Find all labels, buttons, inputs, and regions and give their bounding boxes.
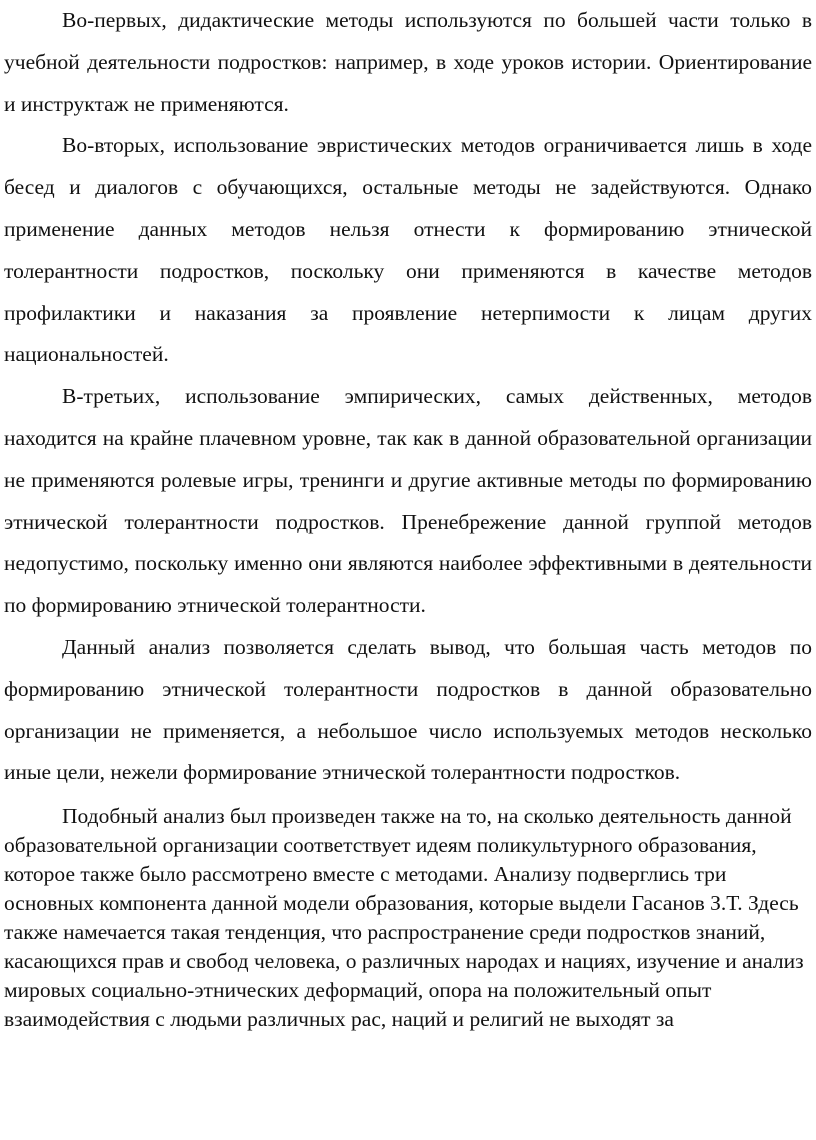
paragraph-2: Во-вторых, использование эвристических методов ограничивается лишь в ходе бесед и диалогов с обучающихся, остальные методы не задействуются. Однако применение данных методов нельзя отнести к формированию этнической толерантности подростков, поскольку они применяются в качестве методов профилактики и наказания за проявление нетерпимости к лицам других национальностей. xyxy=(4,133,812,367)
document-page xyxy=(4,0,812,1034)
paragraph-3: В-третьих, использование эмпирических, самых действенных, методов находится на крайне плачевном уровне, так как в данной образовательной организации не применяются ролевые игры, тренинги и другие активные методы по формированию этнической толерантности подростков. Пренебрежение данной группой методов недопустимо, поскольку именно они являются наиболее эффективными в деятельности по формированию этнической толерантности. xyxy=(4,384,812,618)
paragraph-1: Во-первых, дидактические методы используются по большей части только в учебной деятельности подростков: например, в ходе уроков истории. Ориентирование и инструктаж не применяются. xyxy=(4,8,812,116)
paragraph-4: Данный анализ позволяется сделать вывод, что большая часть методов по формированию этнической толерантности подростков в данной образовательно организации не применяется, а небольшое число используемых методов несколько иные цели, нежели формирование этнической толерантности подростков. xyxy=(4,634,812,785)
paragraph-5: Подобный анализ был произведен также на то, на сколько деятельность данной образовательной организации соответствует идеям поликультурного образования, которое также было рассмотрено вместе с методами. Анализу подверглись три основных компонента данной модели образования, которые выдели Гасанов З.Т. Здесь также намечается такая тенденция, что распространение среди подростков знаний, касающихся прав и свобод человека, о различных народах и нациях, изучение и анализ мировых социально-этнических деформаций, опора на положительный опыт взаимодействия с людьми различных рас, наций и религий не выходят за xyxy=(4,804,804,1032)
